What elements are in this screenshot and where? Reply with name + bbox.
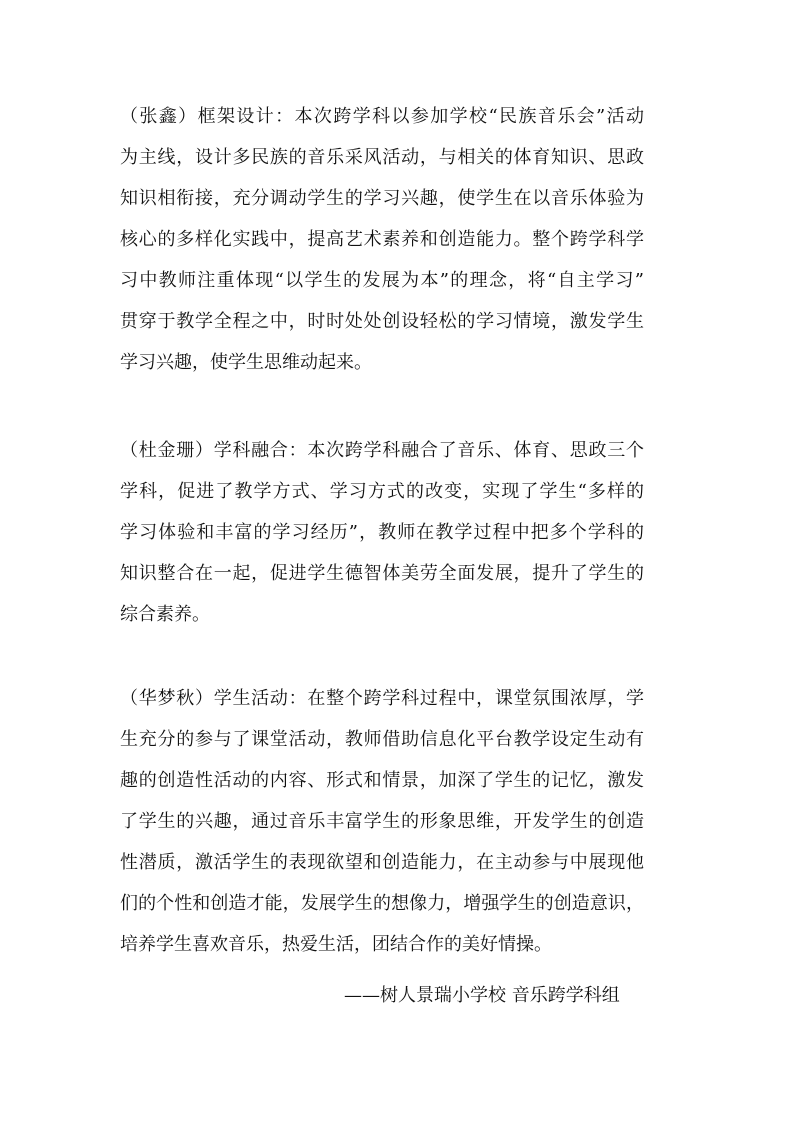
paragraph-line: 性潜质，激活学生的表现欲望和创造能力，在主动参与中展现他	[120, 852, 644, 873]
paragraph-line: 知识相衔接，充分调动学生的学习兴趣，使学生在以音乐体验为	[120, 188, 644, 209]
paragraph-line: 为主线，设计多民族的音乐采风活动，与相关的体育知识、思政	[120, 147, 644, 168]
signature: ——树人景瑞小学校 音乐跨学科组	[344, 985, 620, 1006]
paragraph-line: 知识整合在一起，促进学生德智体美劳全面发展，提升了学生的	[120, 563, 644, 584]
paragraph-line: 学习兴趣，使学生思维动起来。	[120, 352, 372, 373]
paragraph-student-activities	[120, 678, 644, 965]
paragraph-line: 生充分的参与了课堂活动，教师借助信息化平台教学设定生动有	[120, 729, 644, 750]
paragraph-line: 习中教师注重体现“以学生的发展为本”的理念，将“自主学习”	[120, 270, 644, 291]
paragraph-line: （张鑫）框架设计：本次跨学科以参加学校“民族音乐会”活动	[120, 106, 644, 127]
paragraph-line: 综合素养。	[120, 604, 210, 625]
paragraph-line: 核心的多样化实践中，提高艺术素养和创造能力。整个跨学科学	[120, 229, 644, 250]
paragraph-line: （杜金珊）学科融合：本次跨学科融合了音乐、体育、思政三个	[120, 440, 644, 461]
paragraph-line: （华梦秋）学生活动：在整个跨学科过程中，课堂氛围浓厚，学	[120, 688, 644, 709]
paragraph-line: 贯穿于教学全程之中，时时处处创设轻松的学习情境，激发学生	[120, 311, 644, 332]
paragraph-line: 了学生的兴趣，通过音乐丰富学生的形象思维，开发学生的创造	[120, 811, 644, 832]
paragraph-line: 学科，促进了教学方式、学习方式的改变，实现了学生“多样的	[120, 481, 644, 502]
paragraph-line: 培养学生喜欢音乐，热爱生活，团结合作的美好情操。	[120, 934, 552, 955]
paragraph-line: 学习体验和丰富的学习经历”，教师在教学过程中把多个学科的	[120, 522, 644, 543]
paragraph-subject-integration	[120, 430, 644, 635]
paragraph-framework-design	[120, 96, 644, 383]
paragraph-line: 趣的创造性活动的内容、形式和情景，加深了学生的记忆，激发	[120, 770, 644, 791]
paragraph-line: 们的个性和创造才能，发展学生的想像力，增强学生的创造意识，	[120, 893, 644, 914]
